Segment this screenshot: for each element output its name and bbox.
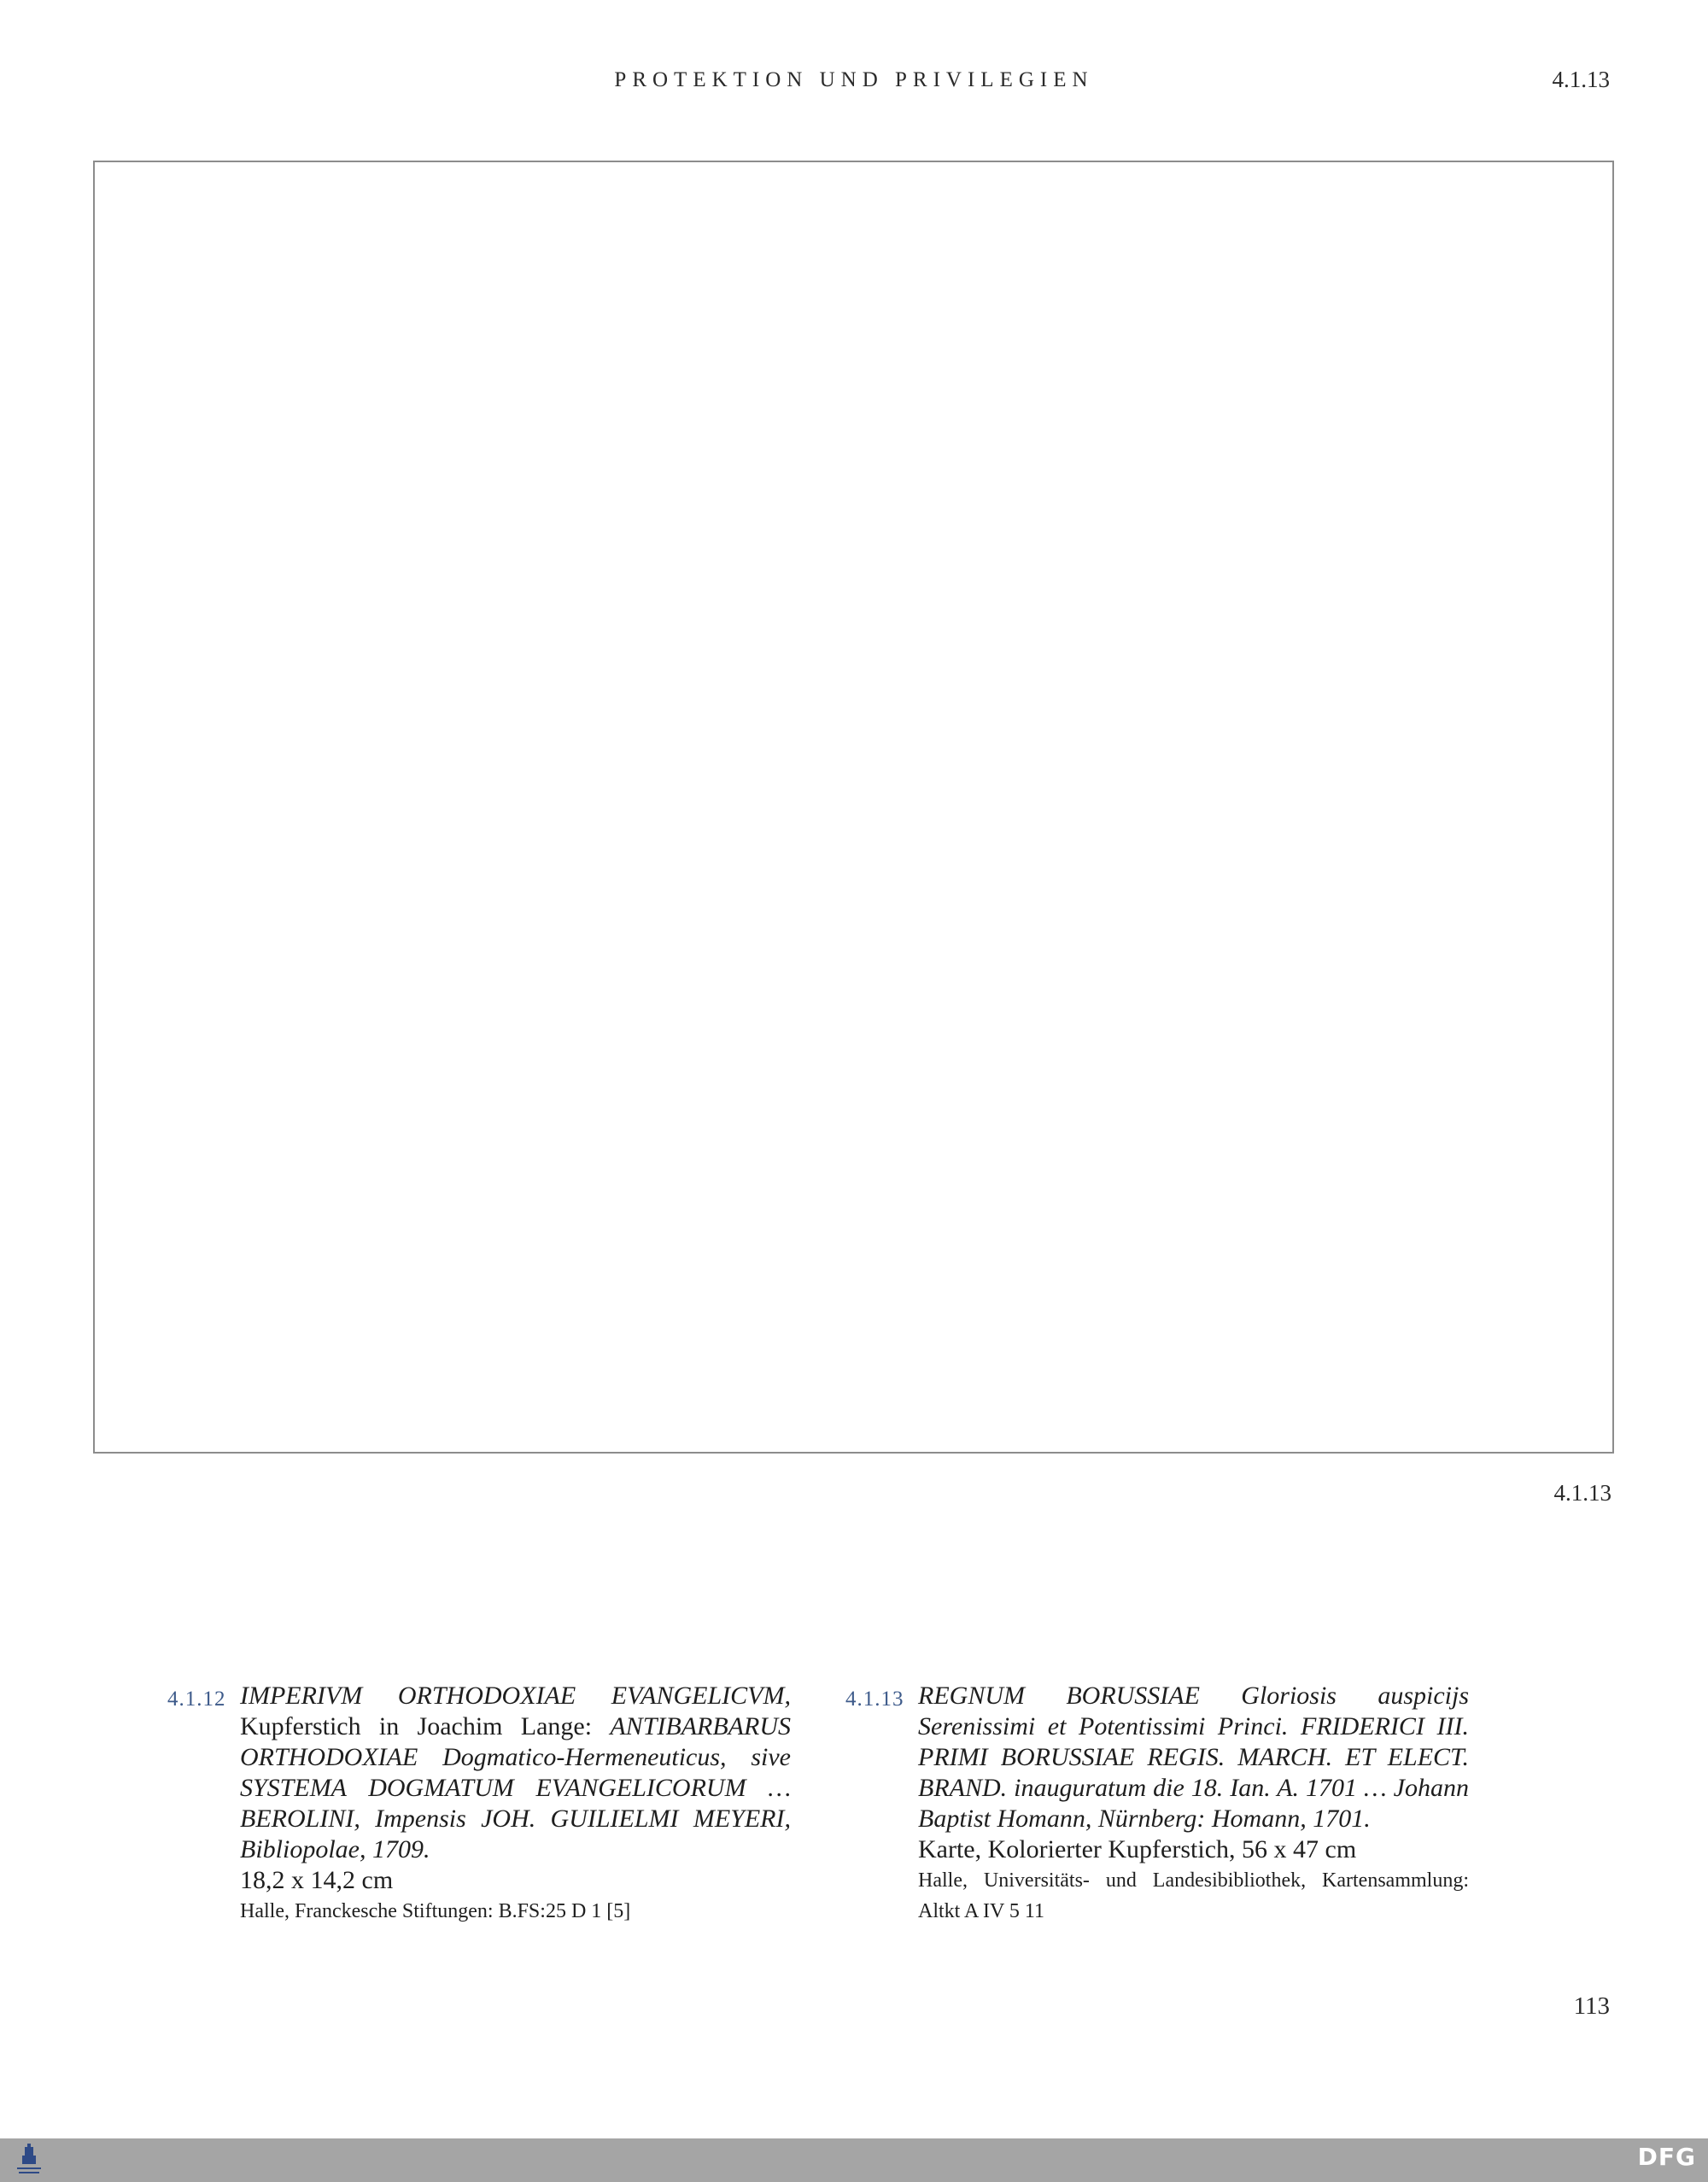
footer-bar [0,2138,1708,2182]
running-head-number: 4.1.13 [1552,67,1610,92]
catalog-entry-title: IMPERIVM ORTHODOXIAE EVANGELICVM, [240,1682,791,1710]
catalog-entry-desc-plain: Kupferstich in Joachim Lange: [240,1712,611,1740]
plate-image-frame [93,161,1614,1454]
catalog-entry-number: 4.1.12 [167,1688,226,1711]
catalog-entry-number: 4.1.13 [845,1688,904,1711]
catalog-entry [845,1681,1469,1927]
page-number: 113 [1573,1992,1610,2020]
catalog-entry-title: REGNUM BORUSSIAE Gloriosis auspicijs Serenissimi et Potentissimi Princi. FRIDERICI III. PRIMI BORUSSIAE REGIS. MARCH. ET ELECT. BRAND. inauguratum die 18. Ian. A. 1701 … Johann Baptist Homann, Nürnberg: Homann, 1701. [918,1682,1469,1833]
dfg-logo: DFG [1637,2143,1696,2171]
catalog-entry-body [240,1681,791,1927]
catalog-entry-dimensions: 18,2 x 14,2 cm [240,1866,394,1894]
plate-caption-number: 4.1.13 [1553,1480,1611,1506]
catalog-entry-description [240,1681,791,1865]
franckesche-stiftungen-logo-icon [15,2144,43,2178]
catalog-entry-location: Halle, Universitäts- und Landesibibliothek, Kartensammlung: Altkt A IV 5 11 [918,1869,1469,1922]
catalog-entry-desc-italic: ANTIBARBARUS ORTHODOXIAE Dogmatico-Hermeneuticus, sive SYSTEMA DOGMATUM EVANGELICORUM … BEROLINI, Impensis JOH. GUILIELMI MEYERI, Bibliopolae, 1709. [240,1712,791,1863]
catalog-entry-dimensions: Karte, Kolorierter Kupferstich, 56 x 47 cm [918,1835,1357,1863]
catalog-entry-location: Halle, Franckesche Stiftungen: B.FS:25 D 1 [5] [240,1900,631,1922]
running-head-title: PROTEKTION UND PRIVILEGIEN [614,68,1094,91]
catalog-entry [167,1681,791,1927]
catalog-entry-body [918,1681,1469,1927]
